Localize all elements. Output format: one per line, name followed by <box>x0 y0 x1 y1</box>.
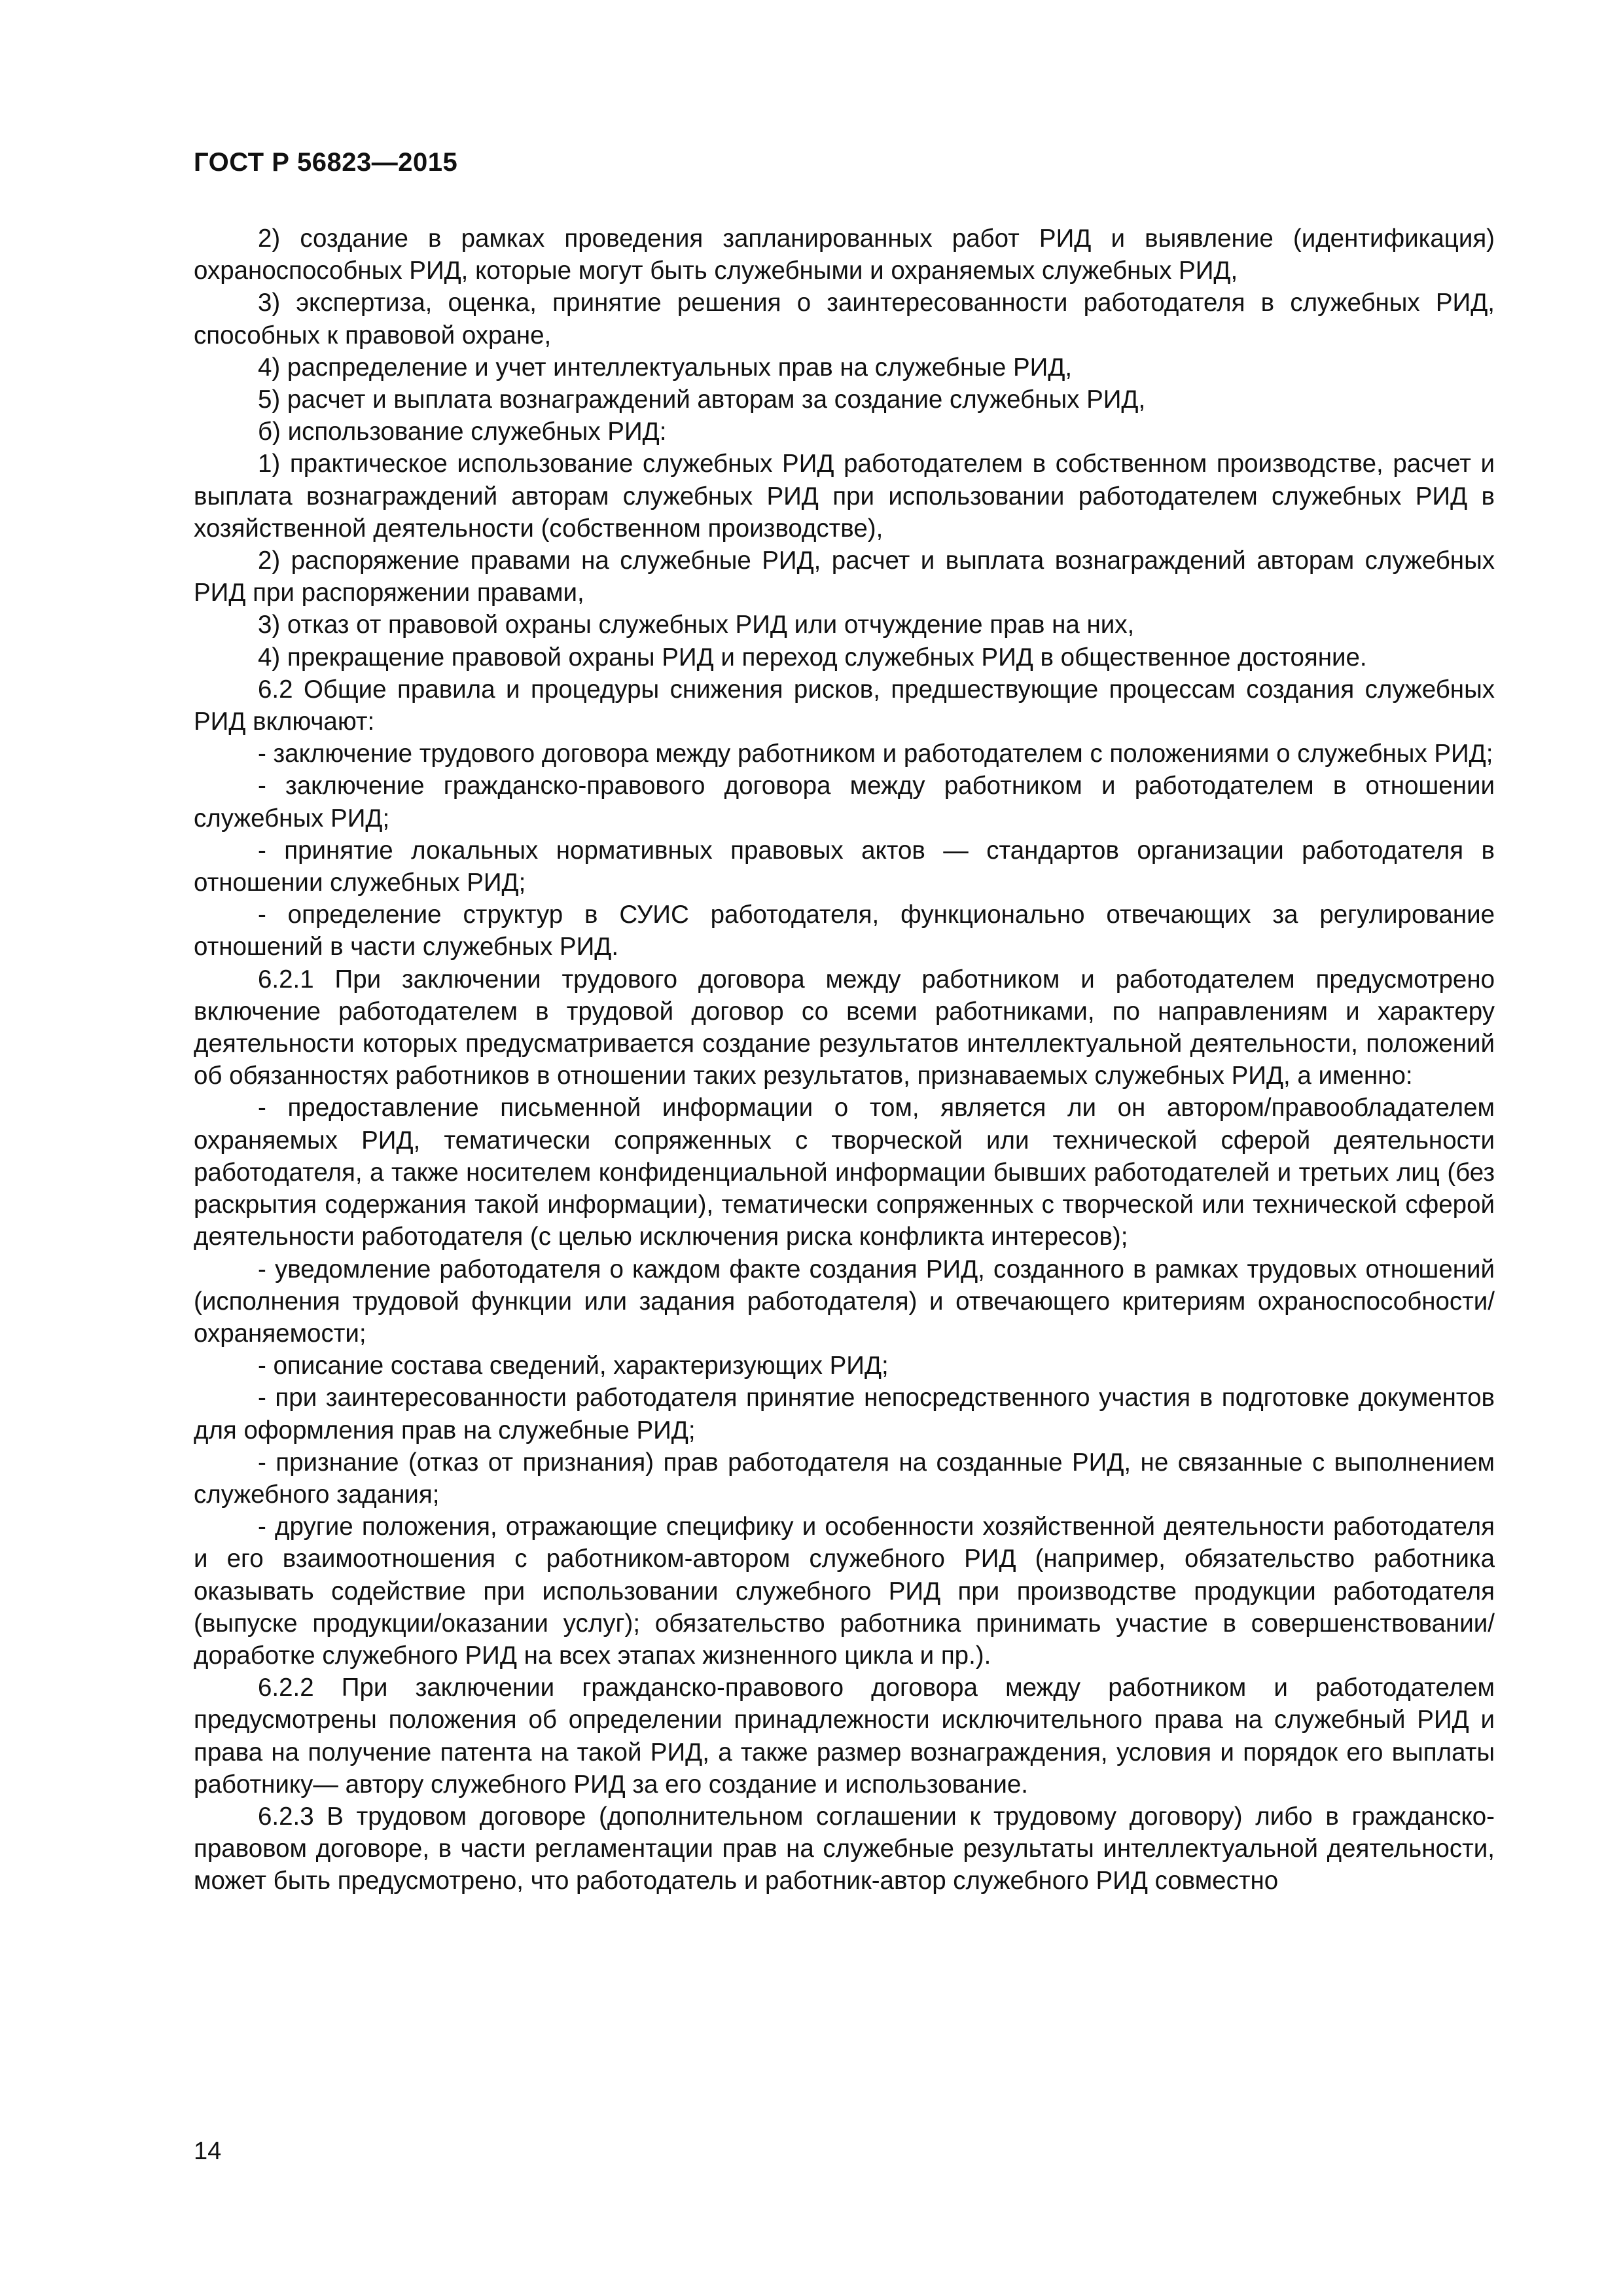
paragraph: 1) практическое использование служебных РИД работодателем в собственном производстве, расчет и выплата вознаграждений авторам служебных РИД при использовании работодателем служебных РИД в хозяйственной деятельности (собственном производстве), <box>194 450 1495 543</box>
paragraph: 2) распоряжение правами на служебные РИД, расчет и выплата вознаграждений авторам служебных РИД при распоряжении правами, <box>194 547 1495 607</box>
paragraph: б) использование служебных РИД: <box>258 418 667 446</box>
paragraph: 5) расчет и выплата вознаграждений авторам за создание служебных РИД, <box>258 386 1146 414</box>
list-item: - заключение трудового договора между работником и работодателем с положениями о служебных РИД; <box>258 740 1493 768</box>
paragraph: 4) распределение и учет интеллектуальных прав на служебные РИД, <box>258 353 1073 382</box>
list-item: - заключение гражданско-правового договора между работником и работодателем в отношении служебных РИД; <box>194 772 1495 833</box>
list-item: - при заинтересованности работодателя принятие непосредственного участия в подготовке документов для оформления прав на служебные РИД; <box>194 1384 1495 1444</box>
section-6-2-1: 6.2.1 При заключении трудового договора между работником и работодателем предусмотрено включение работодателем в трудовой договор со всеми работниками, по направлениям и характеру деятельности которых предусматривается создание результатов интеллектуальной деятельности, положений об обязанностях работников в отношении таких результатов, признаваемых служебных РИД, а именно: <box>194 965 1495 1090</box>
list-item: - признание (отказ от признания) прав работодателя на созданные РИД, не связанные с выполнением служебного задания; <box>194 1448 1495 1509</box>
paragraph: 3) отказ от правовой охраны служебных РИД или отчуждение прав на них, <box>258 611 1135 639</box>
standard-designation: ГОСТ Р 56823—2015 <box>194 148 458 177</box>
paragraph: 3) экспертиза, оценка, принятие решения о заинтересованности работодателя в служебных РИД, способных к правовой охране, <box>194 289 1495 350</box>
paragraph: 2) создание в рамках проведения запланированных работ РИД и выявление (идентификация) охраноспособных РИД, которые могут быть служебными и охраняемых служебных РИД, <box>194 224 1495 285</box>
list-item: - определение структур в СУИС работодателя, функционально отвечающих за регулирование отношений в части служебных РИД. <box>194 901 1495 961</box>
section-6-2-3: 6.2.3 В трудовом договоре (дополнительном соглашении к трудовому договору) либо в гражданско-правовом договоре, в части регламентации прав на служебные результаты интеллектуальной деятельности, может быть предусмотрено, что работодатель и работник-автор служебного РИД совместно <box>194 1802 1495 1895</box>
list-item: - предоставление письменной информации о том, является ли он автором/правообладателем охраняемых РИД, тематически сопряженных с творческой или технической сферой деятельности работодателя, а также носителем конфиденциальной информации бывших работодателей и третьих лиц (без раскрытия содержания такой информации), тематически сопряженных с творческой или технической сферой деятельности работодателя (с целью исключения риска конфликта интересов); <box>194 1094 1495 1251</box>
page-number: 14 <box>194 2138 222 2165</box>
section-6-2-2: 6.2.2 При заключении гражданско-правового договора между работником и работодателем предусмотрены положения об определении принадлежности исключительного права на служебный РИД и права на получение патента на такой РИД, а также размер вознаграждения, условия и порядок его выплаты работнику— автору служебного РИД за его создание и использование. <box>194 1674 1495 1799</box>
list-item: - принятие локальных нормативных правовых актов — стандартов организации работодателя в отношении служебных РИД; <box>194 836 1495 897</box>
list-item: - уведомление работодателя о каждом факте создания РИД, созданного в рамках трудовых отношений (исполнения трудовой функции или задания работодателя) и отвечающего критериям охраноспособности/охраняемости; <box>194 1255 1495 1348</box>
body-text <box>194 223 1495 1897</box>
list-item: - описание состава сведений, характеризующих РИД; <box>258 1352 889 1380</box>
paragraph: 4) прекращение правовой охраны РИД и переход служебных РИД в общественное достояние. <box>258 643 1367 672</box>
list-item: - другие положения, отражающие специфику и особенности хозяйственной деятельности работодателя и его взаимоотношения с работником-автором служебного РИД (например, обязательство работника оказывать содействие при использовании служебного РИД при производстве продукции работодателя (выпуске продукции/оказании услуг); обязательство работника принимать участие в совершенствовании/доработке служебного РИД на всех этапах жизненного цикла и пр.). <box>194 1513 1495 1670</box>
section-6-2: 6.2 Общие правила и процедуры снижения рисков, предшествующие процессам создания служебных РИД включают: <box>194 675 1495 736</box>
